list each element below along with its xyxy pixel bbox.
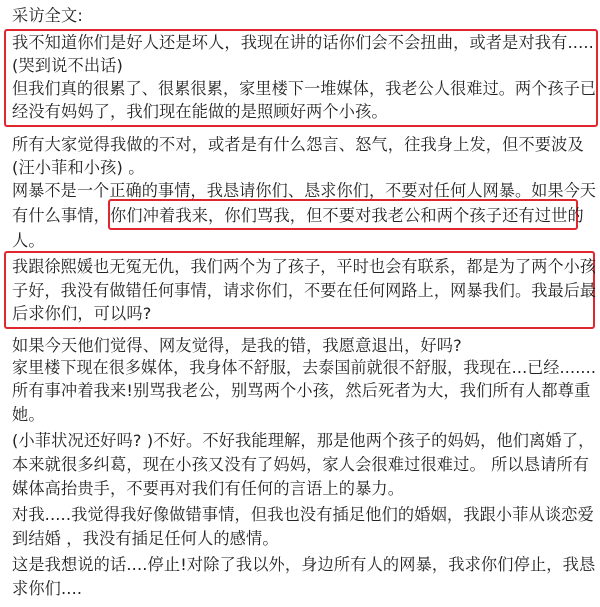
transcript-line: 求你们.... [12, 579, 83, 598]
transcript-line: 子好，我没有做错任何事情，请求你们，不要在任何网路上，网暴我们。我最后最 [12, 281, 597, 300]
transcript-line: 所有事冲着我来!别骂我老公，别骂两个小孩，然后死者为大，我们所有人都尊重 [12, 381, 591, 400]
transcript-line: 网暴不是一个正确的事情，我恳请你们、恳求你们，不要对任何人网暴。如果今天 [12, 181, 597, 200]
transcript-line: 这是我想说的话....停止!对除了我以外，身边所有人的网暴，我求你们停止，我恳 [12, 555, 596, 574]
transcript-line: 人。 [12, 231, 45, 250]
transcript-line: 到结婚 ，我没有插足任何人的感情。 [12, 529, 279, 548]
transcript-line: 家里楼下现在很多媒体，我身体不舒服，去泰国前就很不舒服，我现在...已经....... [12, 358, 597, 377]
transcript-line: 所有大家觉得我做的不对，或者是有什么怨言、怒气，往我身上发，但不要波及 [12, 135, 584, 154]
transcript-line: 有什么事情，你们冲着我来，你们骂我，但不要对我老公和两个孩子还有过世的 [12, 206, 584, 225]
transcript-line: (汪小菲和小孩) 。 [12, 158, 145, 177]
transcript-line: 但我们真的很累了、很累很累，家里楼下一堆媒体，我老公人很难过。两个孩子已 [12, 79, 597, 98]
transcript-line: (哭到说不出话) [12, 56, 123, 75]
transcript-line: 后求你们，可以吗? [12, 304, 152, 323]
transcript-line: 本来就很多纠葛，现在小孩又没有了妈妈，家人会很难过很难过。 所以恳请所有 [12, 455, 590, 474]
transcript-heading: 采访全文: [12, 6, 83, 25]
transcript-line: 我跟徐熙媛也无冤无仇，我们两个为了孩子，平时也会有联系，都是为了两个小孩 [12, 257, 597, 276]
transcript-line: 对我.....我觉得我好像做错事情，但我也没有插足他们的婚姻，我跟小菲从谈恋爱 [12, 505, 594, 524]
transcript-line: 她。 [12, 405, 45, 424]
transcript-line: (小菲状况还好吗? )不好。不好我能理解，那是他两个孩子的妈妈，他们离婚了， [12, 431, 595, 450]
transcript-line: 经没有妈妈了，我们现在能做的是照顾好两个小孩。 [12, 102, 388, 121]
transcript-line: 我不知道你们是好人还是坏人，我现在讲的话你们会不会扭曲，或者是对我有..... [12, 33, 594, 52]
transcript-line: 媒体高抬贵手，不要再对我们有任何的言语上的暴力。 [12, 479, 405, 498]
transcript-line: 如果今天他们觉得、网友觉得，是我的错，我愿意退出，好吗? [12, 336, 462, 355]
